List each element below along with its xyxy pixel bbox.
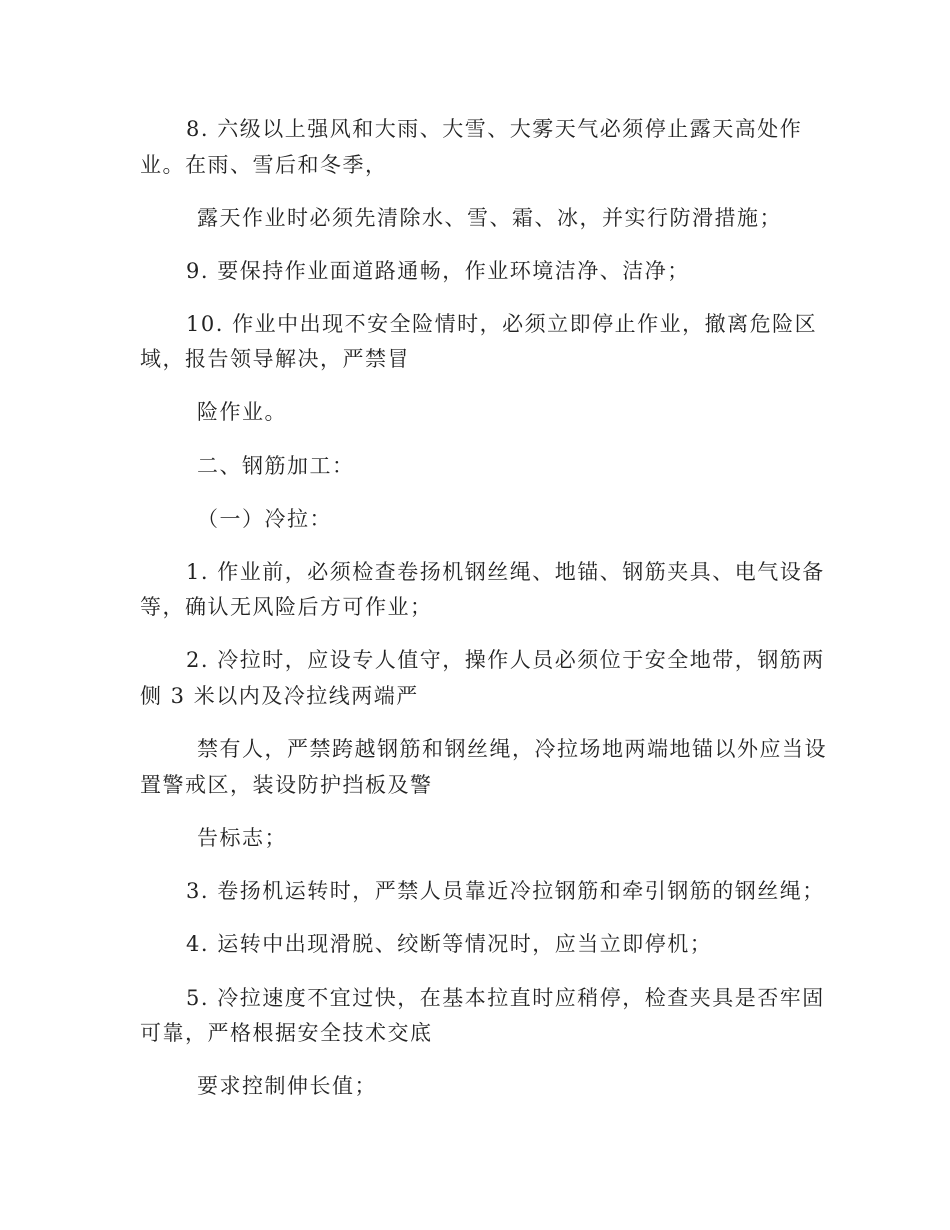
- text-line-item-10a: 10. 作业中出现不安全险情时，必须立即停止作业，撤离危险区: [186, 312, 818, 336]
- text-line-item-2a: 2. 冷拉时，应设专人值守，操作人员必须位于安全地带，钢筋两: [186, 648, 825, 672]
- text-line-item-10c: 险作业。: [197, 400, 287, 424]
- text-line-item-1b: 等，确认无风险后方可作业；: [140, 595, 433, 619]
- text-line-item-2b: 侧 3 米以内及冷拉线两端严: [140, 684, 419, 708]
- text-line-item-5a: 5. 冷拉速度不宜过快，在基本拉直时应稍停，检查夹具是否牢固: [186, 986, 825, 1010]
- section-heading: 二、钢筋加工：: [197, 454, 355, 478]
- text-line-item-5b: 可靠，严格根据安全技术交底: [140, 1021, 433, 1045]
- text-line-item-5c: 要求控制伸长值；: [197, 1074, 377, 1098]
- text-line-item-8b: 业。在雨、雪后和冬季，: [140, 153, 388, 177]
- text-line-item-3: 3. 卷扬机运转时，严禁人员靠近冷拉钢筋和牵引钢筋的钢丝绳；: [186, 879, 825, 903]
- text-line-item-10b: 域，报告领导解决，严禁冒: [140, 347, 410, 371]
- text-line-item-2d: 置警戒区，装设防护挡板及警: [140, 773, 433, 797]
- text-line-item-8a: 8. 六级以上强风和大雨、大雪、大雾天气必须停止露天高处作: [186, 117, 803, 141]
- text-line-item-4: 4. 运转中出现滑脱、绞断等情况时，应当立即停机；: [186, 932, 713, 956]
- text-line-item-9: 9. 要保持作业面道路通畅，作业环境洁净、洁净；: [186, 259, 690, 283]
- text-line-item-8c: 露天作业时必须先清除水、雪、霜、冰，并实行防滑措施；: [197, 206, 782, 230]
- subsection-heading: （一）冷拉：: [197, 507, 332, 531]
- text-line-item-2c: 禁有人，严禁跨越钢筋和钢丝绳，冷拉场地两端地锚以外应当设: [197, 737, 827, 761]
- text-line-item-2e: 告标志；: [197, 826, 287, 850]
- text-line-item-1a: 1. 作业前，必须检查卷扬机钢丝绳、地锚、钢筋夹具、电气设备: [186, 560, 825, 584]
